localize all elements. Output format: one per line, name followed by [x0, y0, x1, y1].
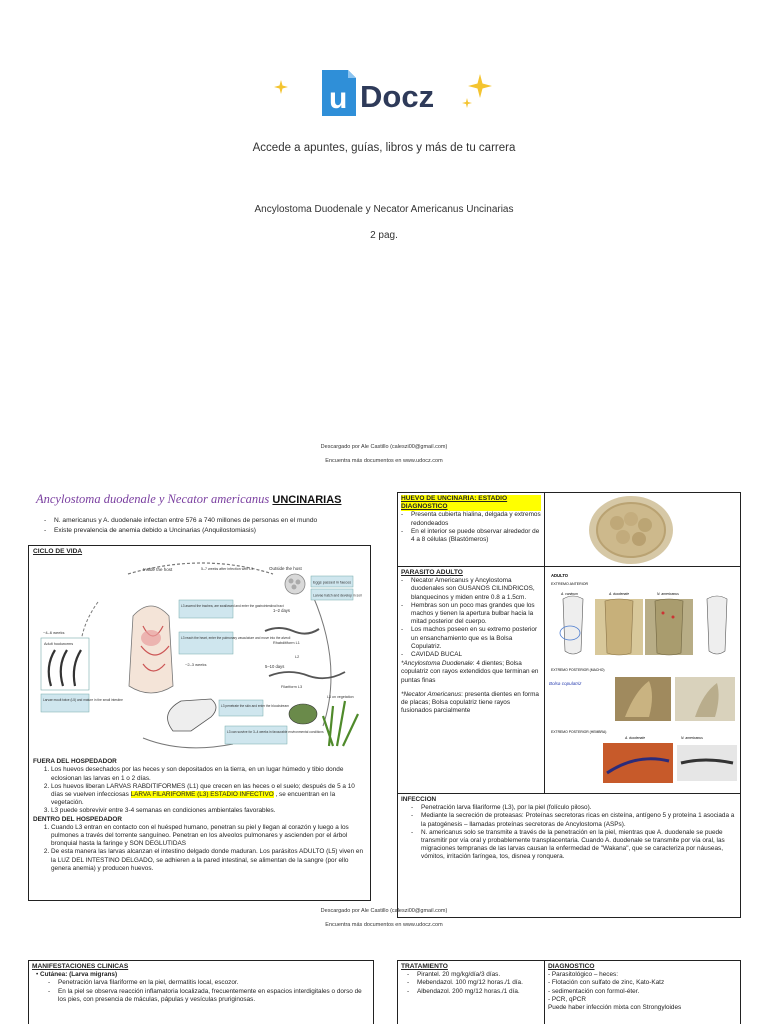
manifestaciones-box [28, 960, 374, 1024]
list-item: - Mebendazol. 100 mg/12 horas./1 día. [407, 979, 541, 987]
fig-bolsa-handwritten: Bolsa copulatriz [549, 681, 582, 686]
list-item: - N. americanus y A. duodenale infectan entre 576 a 740 millones de personas en el mundo [44, 516, 376, 526]
infeccion-label: INFECCION [401, 796, 437, 803]
diagram-days-5-10: 5–10 days [265, 664, 285, 670]
ancylostoma-text: : 4 dientes; Bolsa copulatriz con rayos extendidos que terminan en puntas finas [401, 660, 539, 684]
parasito-list [401, 577, 541, 659]
list-item: - Los machos poseen en su extremo posterior un ensanchamiento que es la Bolsa Copulatriz. [401, 626, 541, 651]
egg-micrograph [545, 493, 741, 567]
diagram-hatch-label: Larvae hatch and develop in soil [313, 593, 362, 598]
list-item: - PCR, qPCR [548, 995, 586, 1003]
huevo-label: HUEVO DE UNCINARIA: ESTADIO DIAGNOSTICO [401, 495, 541, 511]
footer-more-docs[interactable]: Encuentra más documentos en www.udocz.com [325, 922, 443, 928]
udocz-logo[interactable] [320, 66, 450, 122]
parasito-label: PARASITO ADULTO [401, 569, 463, 576]
list-item: - Parasitológico – heces: [548, 971, 618, 979]
list-item: - Presenta cubierta hialina, delgada y extremos redondeados [401, 511, 541, 527]
list-item: - Pirantel. 20 mg/kg/día/3 días. [407, 971, 541, 979]
ciclo-de-vida-box [28, 545, 371, 901]
necator-text: : presenta dientes en forma de placas; Bolsa copulatriz tiene rayos fusionados parcialmente [401, 690, 539, 715]
eggs-icon [285, 574, 305, 594]
fuera-text-end: , se encuentran en la vegetación. [51, 791, 336, 807]
list-item: - Mediante la secreción de proteasas: Proteínas secretoras ricas en cisteína, antígeno 5 y proteína 1 asociada a la patogénesis – llamadas proteínas secretoras de Ancylostoma (ASPs). [411, 812, 737, 828]
intro-list [36, 516, 376, 536]
list-item: - CAVIDAD BUCAL [401, 651, 541, 659]
list-item: - Necator Americanus y Ancylostoma duodenales son GUSANOS CILINDRICOS, blanquecinos y miden entre 0.8 a 1.5cm. [401, 577, 541, 602]
fig-n-short: N. americanus [681, 736, 703, 740]
tagline: Accede a apuntes, guías, libros y más de tu carrera [252, 142, 516, 154]
tratamiento-label: TRATAMIENTO [401, 963, 448, 970]
diagram-reach-heart: L3 reach the heart, enter the pulmonary vasculature and move into the alveoli [181, 636, 291, 641]
diagram-larvae-moult: Larvae moult twice (L5) and mature in the small intestine [43, 698, 123, 703]
tratamiento-box [397, 960, 545, 1024]
fuera-text: Los huevos liberan LARVAS RABDITIFORMES (L1) que crecen en las heces o el suelo; después de 5 a 10 días se vuelven infecciosas [51, 782, 355, 799]
main-heading [36, 492, 376, 507]
fig-extremo-posterior-h: EXTREMO POSTERIOR (HEMBRA) [551, 730, 607, 734]
fuera-title: FUERA DEL HOSPEDADOR [33, 758, 117, 766]
diagnostico-label: DIAGNOSTICO [548, 963, 595, 970]
list-item: 1. Los huevos desechados por las heces y son depositados en la tierra, en un lugar húmedo y tibio donde eclosionan las larvas en 1 o 2 días. [51, 766, 366, 782]
fig-adulto: ADULTO [551, 573, 569, 578]
list-item: - Penetración larva filariforme (L3), por la piel (folículo piloso). [411, 804, 737, 812]
manifestaciones-label: MANIFESTACIONES CLINICAS [32, 963, 129, 970]
list-item: - N. americanus solo se transmite a través de la penetración en la piel, mientras que A. duodenale se puede transmitir por vía oral y probablemente transplacentaria. Cuando A. duodenale se transmite por vía oral, las migraciones tempranas de las larvas causan la enfermedad de "Wakana", que se caracteriza por náuseas, vómitos, irritación faríngea, tos, disnea y ronquera. [411, 829, 737, 862]
infeccion-box [397, 793, 741, 918]
fuera-list [33, 766, 366, 815]
life-cycle-diagram [33, 556, 366, 756]
fig-a-short: A. duodenale [625, 736, 645, 740]
footer-more-docs[interactable]: Encuentra más documentos en www.udocz.com [325, 458, 443, 464]
diagram-l3-vegetation: L3 on vegetation [327, 695, 354, 700]
cutanea-row [32, 971, 370, 979]
necator-note [401, 691, 541, 716]
footer-downloaded-by: Descargado por Ale Castillo (caleszi00@gmail.com) [320, 444, 448, 450]
heading-species: Ancylostoma duodenale y Necator americanus [36, 492, 270, 506]
list-item: 3. L3 puede sobrevivir entre 3-4 semanas en condiciones ambientales favorables. [51, 807, 366, 815]
list-item: - En el interior se puede observar alrededor de 4 a 8 células (Blastómeros) [401, 528, 541, 544]
diagram-swallowed: L3 ascend the trachea, are swallowed and enter the gastrointestinal tract [181, 604, 284, 609]
huevo-list [401, 511, 541, 544]
ancylostoma-note [401, 660, 541, 685]
footer-downloaded-by: Descargado por Ale Castillo (caleszi00@gmail.com) [320, 908, 448, 914]
list-item: Puede haber infección mixta con Strongyloides [548, 1004, 682, 1012]
diagram-l2: L2 [295, 655, 300, 660]
diagram-outside-label: Outside the host [269, 566, 302, 572]
list-item: - Albendazol. 200 mg/12 horas./1 día. [407, 988, 541, 996]
adult-figure-cell [544, 566, 741, 794]
list-item: 2. De esta manera las larvas alcanzan el intestino delgado donde maduran. Los parásitos ADULTO (L5) viven en la LUZ DEL INTESTINO DELGADO, se adhieren a la pared intestinal, se alimentan de la sangre (por ello genera anemia) y producen huevos. [51, 848, 366, 873]
adult-worm-figure [545, 567, 741, 794]
download-footer [0, 440, 768, 468]
list-item: - sedimentación con formol-éter. [548, 987, 640, 995]
diagram-inside-label: Inside the host [143, 567, 173, 573]
cutanea-title: Cutánea: (Larva migrans) [40, 971, 118, 979]
bullet-icon: • [36, 971, 41, 979]
diagram-filariform: Filariform L3 [281, 685, 303, 690]
diagram-survive: L3 can survive for 3–4 weeks in favourable environmental conditions [227, 730, 324, 735]
highlight-infective: LARVA FILARIFORME (L3) ESTADIO INFECTIVO [130, 791, 274, 799]
egg-image-cell [544, 492, 741, 567]
list-item [51, 783, 366, 808]
fig-extremo-posterior: EXTREMO POSTERIOR (MACHO) [551, 668, 605, 672]
download-footer [0, 904, 768, 932]
ciclo-label: CICLO DE VIDA [33, 548, 83, 555]
huevo-box [397, 492, 545, 567]
sparkle-icon [274, 80, 288, 94]
fig-a-duodenale: A. duodenale [609, 592, 629, 596]
diagram-weeks-5-7: 5–7 weeks after infection with L3 [201, 567, 254, 572]
diagram-rhabditiform: Rhabditiform L1 [273, 641, 300, 646]
list-item: - Hembras son un poco mas grandes que los machos y tienen la apertura bulbar hacia la mitad posterior del cuerpo. [401, 602, 541, 627]
list-item: - Penetración larva filariforme en la piel, dermatitis local, escozor. [48, 979, 370, 987]
list-item: - Existe prevalencia de anemia debido a Uncinarias (Anquilostomiasis) [44, 526, 376, 536]
fig-extremo-anterior: EXTREMO ANTERIOR [551, 582, 589, 586]
fig-a-caninum: A. caninum [561, 592, 578, 596]
diagram-weeks-2-3: ~2–3 weeks [185, 662, 207, 668]
page-count: 2 pag. [370, 230, 398, 241]
parasito-box [397, 566, 545, 794]
manifestaciones-list [32, 979, 370, 1004]
infeccion-list [401, 804, 737, 861]
list-item: - Flotación con sulfato de zinc, Kato-Katz [548, 979, 665, 987]
fig-n-americanus: N. americanus [657, 592, 679, 596]
list-item: - En la piel se observa reacción inflamatoria localizada, frecuentemente en espacios interdigitales o dorso de los pies, con presencia de máculas, pápulas y vesículas pruriginosas. [48, 988, 370, 1004]
ancylostoma-name: *Ancylostoma Duodenale [401, 660, 473, 668]
sparkle-icon [468, 74, 492, 98]
heading-group: UNCINARIAS [272, 494, 342, 506]
sparkle-icon [462, 98, 472, 108]
diagram-days-1-2: 1–2 days [273, 608, 290, 614]
logo-wordmark: Docz [360, 79, 435, 114]
dentro-list [33, 824, 366, 873]
diagram-weeks-4-6: ~4–6 weeks [43, 630, 65, 636]
diagnostico-box [544, 960, 741, 1024]
diagram-penetrate: L3 penetrate the skin and enter the bloodstream [221, 704, 289, 709]
udocz-logo-icon [320, 66, 450, 122]
diagram-adult-hookworms: Adult hookworms [44, 642, 74, 647]
diagram-eggs-label: Eggs passed in faeces [313, 580, 352, 585]
necator-name: *Necator Americanus [401, 690, 462, 698]
dentro-title: DENTRO DEL HOSPEDADOR [33, 815, 123, 823]
document-title: Ancylostoma Duodenale y Necator Americanus Uncinarias [254, 204, 514, 215]
list-item: 1. Cuando L3 entran en contacto con el huésped humano, penetran su piel y llegan al corazón y luego a los pulmones a través del torrente sanguíneo. Penetran en los alveolos pulmonares y ascienden por el árbol bronquial hasta la faringe y SON DEGLUTIDAS [51, 824, 366, 849]
logo-letter: u [329, 82, 348, 115]
tratamiento-list [401, 971, 541, 996]
